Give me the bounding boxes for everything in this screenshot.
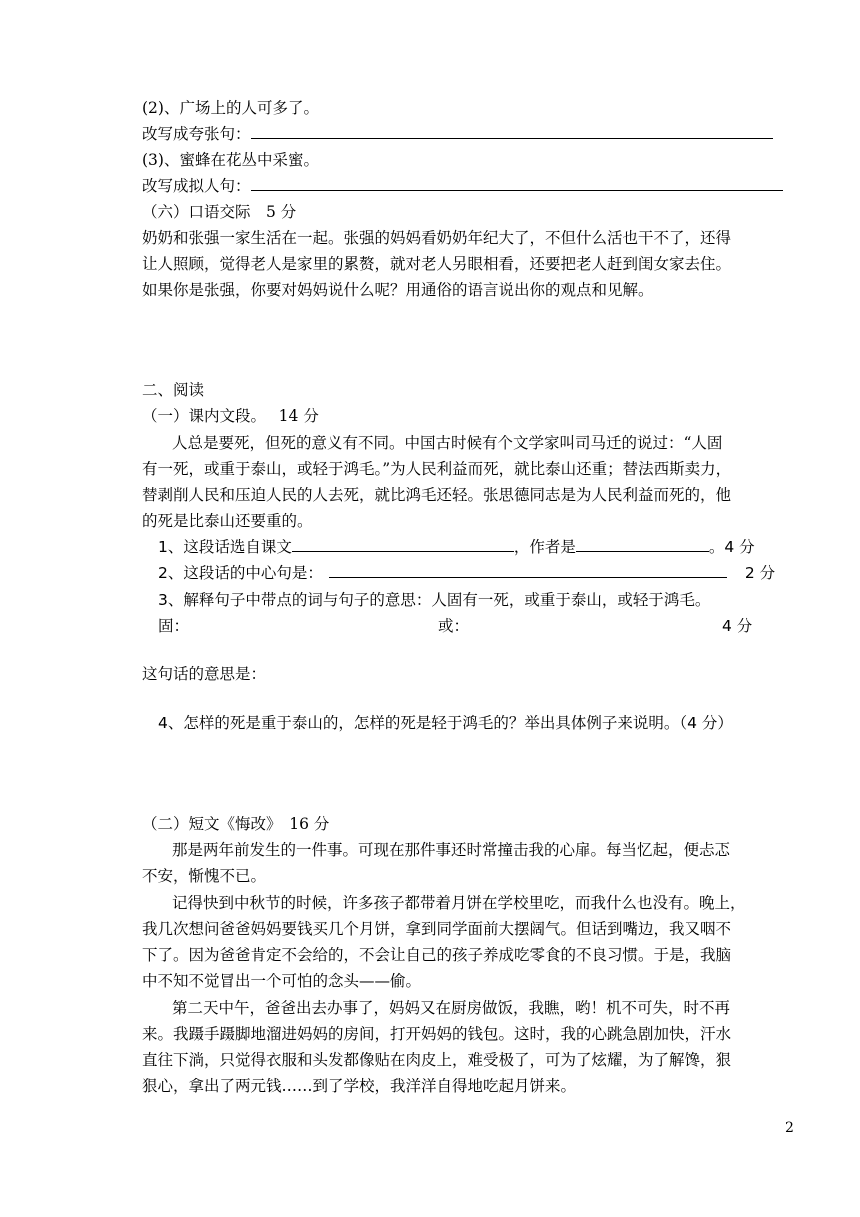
question-2-score: 2 分 <box>744 564 776 582</box>
question-4-prompt: 4、怎样的死是重于泰山的，怎样的死是轻于鸿毛的？举出具体例子来说明。（4 分） <box>158 714 733 732</box>
oral-communication-title: （六）口语交际 5 分 <box>142 203 297 221</box>
essay-line: 来。我蹑手蹑脚地溜进妈妈的房间，打开妈妈的钱包。这时，我的心跳急剧加快，汗水 <box>142 1025 732 1043</box>
essay-line: 第二天中午，爸爸出去办事了，妈妈又在厨房做饭，我瞧，哟！机不可失，时不再 <box>172 999 731 1017</box>
question-2-text: (2)、广场上的人可多了。 <box>142 99 319 117</box>
passage-line: 替剥削人民和压迫人民的人去死，就比鸿毛还轻。张思德同志是为人民利益而死的，他 <box>142 486 732 504</box>
passage-line: 人总是要死，但死的意义有不同。中国古时候有个文学家叫司马迁的说过：“人固 <box>172 434 723 452</box>
question-1-line <box>158 537 755 557</box>
oral-paragraph-line: 让人照顾，觉得老人是家里的累赘，就对老人另眼相看，还要把老人赶到闺女家去住。 <box>142 255 732 273</box>
personification-prompt: 改写成拟人句： <box>142 177 251 195</box>
central-sentence-blank[interactable] <box>329 563 727 578</box>
question-3-prompt: 3、解释句子中带点的词与句子的意思：人固有一死，或重于泰山，或轻于鸿毛。 <box>158 591 711 609</box>
question-3-score: 4 分 <box>722 617 753 635</box>
question-1-prompt: 1、这段话选自课文 <box>158 538 292 556</box>
question-3-text: (3)、蜜蜂在花丛中采蜜。 <box>142 151 319 169</box>
essay-line: 我几次想问爸爸妈妈要钱买几个月饼，拿到同学面前大摆阔气。但话到嘴边，我又咽不 <box>142 920 732 938</box>
sentence-meaning-prompt: 这句话的意思是： <box>142 665 267 683</box>
central-sentence-prompt: 2、这段话的中心句是： <box>158 564 323 582</box>
essay-line: 狠心，拿出了两元钱……到了学校，我洋洋自得地吃起月饼来。 <box>142 1077 577 1095</box>
exaggeration-prompt: 改写成夸张句： <box>142 125 251 143</box>
question-2-answer-line <box>142 124 773 144</box>
in-class-passage-title: （一）课内文段。 14 分 <box>142 407 319 425</box>
huo-prompt: 或： <box>438 617 470 635</box>
essay-line: 中不知不觉冒出一个可怕的念头——偷。 <box>142 972 422 990</box>
exaggeration-blank[interactable] <box>251 124 773 139</box>
essay-line: 下了。因为爸爸肯定不会给的，不会让自己的孩子养成吃零食的不良习惯。于是，我脑 <box>142 946 732 964</box>
essay-line: 记得快到中秋节的时候，许多孩子都带着月饼在学校里吃，而我什么也没有。晚上， <box>172 894 746 912</box>
question-2-line <box>158 563 775 583</box>
essay-line: 那是两年前发生的一件事。可现在那件事还时常撞击我的心扉。每当忆起，便忐忑 <box>172 841 731 859</box>
passage-line: 的死是比泰山还要重的。 <box>142 512 313 530</box>
short-essay-title: （二）短文《悔改》 16 分 <box>142 815 330 833</box>
oral-paragraph-line: 如果你是张强，你要对妈妈说什么呢？用通俗的语言说出你的观点和见解。 <box>142 281 654 299</box>
page-number: 2 <box>785 1120 794 1136</box>
author-prompt: ，作者是 <box>513 538 576 556</box>
oral-paragraph-line: 奶奶和张强一家生活在一起。张强的妈妈看奶奶年纪大了，不但什么活也干不了，还得 <box>142 229 732 247</box>
question-1-score: 。4 分 <box>708 538 755 556</box>
gu-prompt: 固： <box>158 617 190 635</box>
lesson-title-blank[interactable] <box>292 537 514 552</box>
passage-line: 有一死，或重于泰山，或轻于鸿毛。”为人民利益而死，就比泰山还重；替法西斯卖力， <box>142 460 732 478</box>
reading-section-title: 二、阅读 <box>142 381 205 399</box>
essay-line: 直往下淌，只觉得衣服和头发都像贴在肉皮上，难受极了，可为了炫耀，为了解馋，狠 <box>142 1051 732 1069</box>
personification-blank[interactable] <box>251 176 783 191</box>
essay-line: 不安，惭愧不已。 <box>142 867 267 885</box>
author-blank[interactable] <box>576 537 709 552</box>
question-3-answer-line <box>142 176 783 196</box>
